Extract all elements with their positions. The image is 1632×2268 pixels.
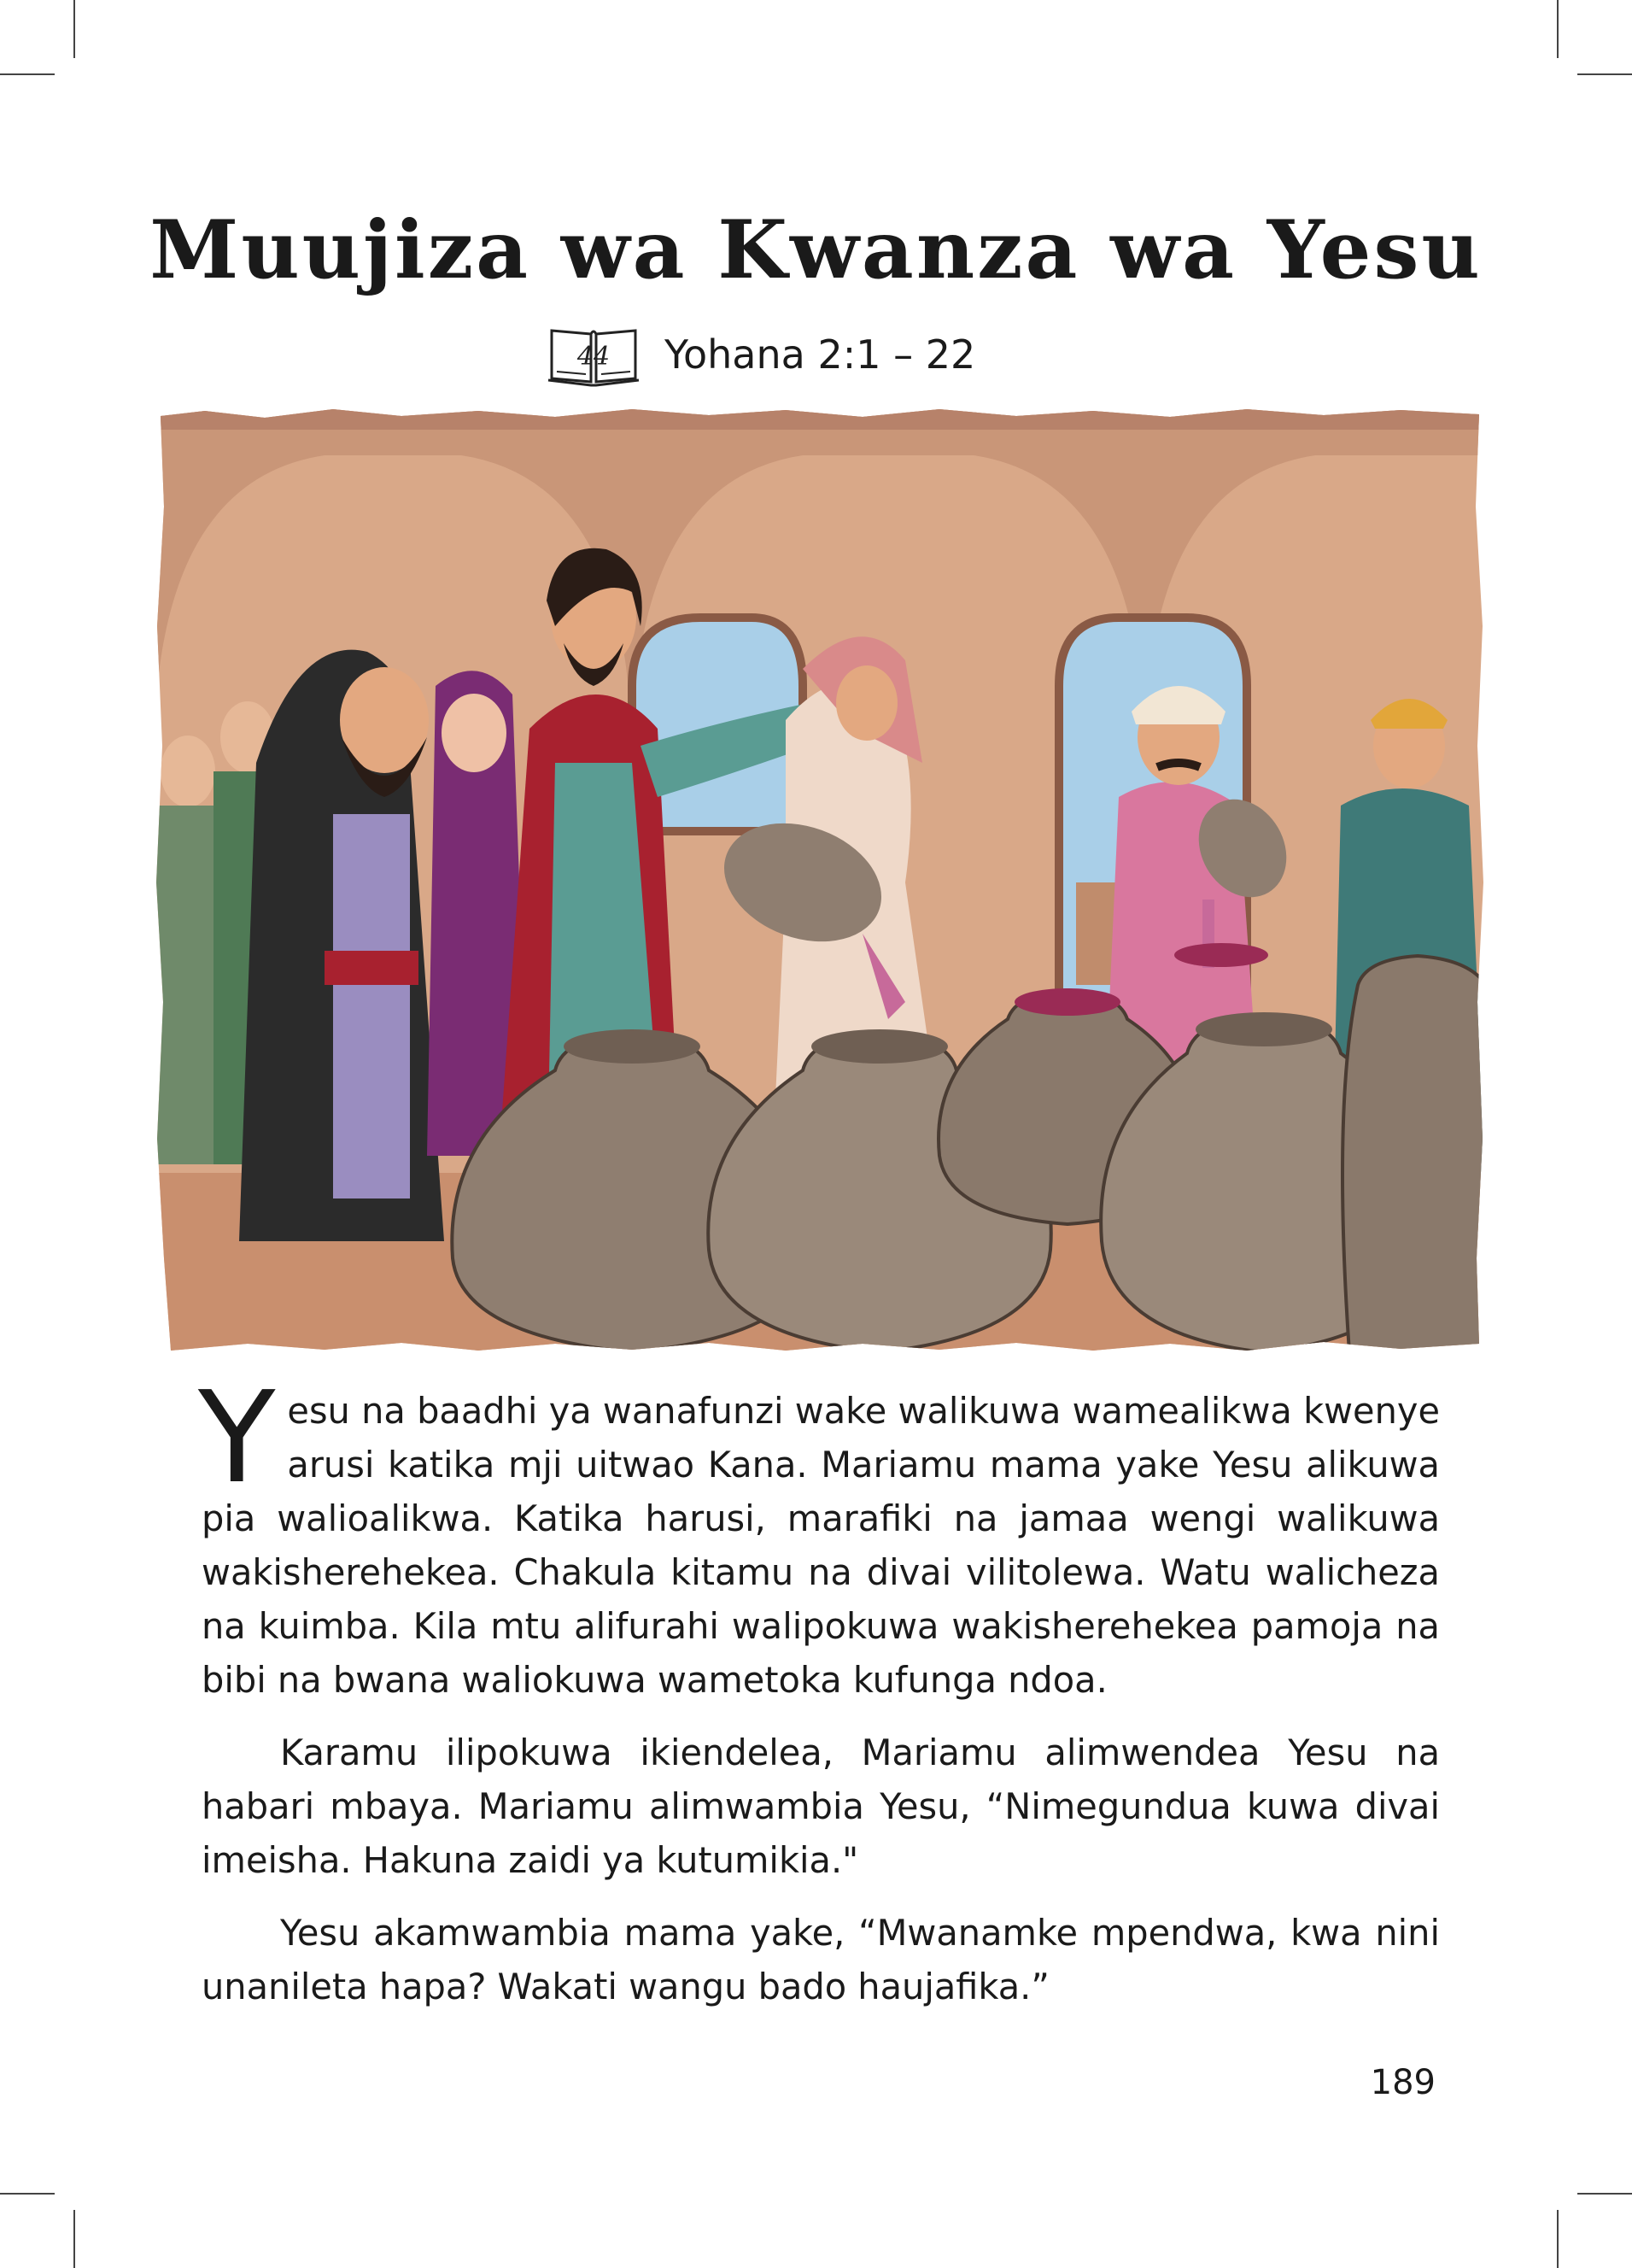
scripture-reference — [547, 320, 975, 389]
crop-mark-top-right-h — [1577, 73, 1632, 75]
lesson-number: 44 — [576, 342, 611, 372]
book-icon — [547, 320, 641, 389]
crop-mark-top-left — [73, 0, 75, 58]
crop-mark-top-right — [1557, 0, 1559, 58]
drop-cap: Y — [198, 1364, 276, 1511]
paragraph-1-text: esu na baadhi ya wanafunzi wake walikuwa wamealikwa kwenye arusi katika mji uitwao Kana. Mariamu mama yake Yesu alikuwa pia walioalikwa. Katika harusi, marafiki na jamaa wengi walikuwa wakisherehekea. Chakula kitamu na divai vilitolewa. Watu walicheza na kuimba. Kila mtu alifurahi walipokuwa wakisherehekea pamoja na bibi na bwana waliokuwa wametoka kufunga ndoa. — [202, 1390, 1440, 1701]
paragraph-1 — [198, 1364, 1440, 1707]
crop-mark-bottom-left — [73, 2210, 75, 2268]
crop-mark-bottom-left-h — [0, 2193, 55, 2195]
page-title: Muujiza wa Kwanza wa Yesu — [149, 203, 1483, 297]
paragraph-2: Karamu ilipokuwa ikiendelea, Mariamu alimwendea Yesu na habari mbaya. Mariamu alimwambia Yesu, “Nimegundua kuwa divai imeisha. Hakuna zaidi ya kutumikia." — [202, 1732, 1440, 1881]
paragraph-3: Yesu akamwambia mama yake, “Mwanamke mpendwa, kwa nini unanileta hapa? Wakati wangu bado haujafika.” — [202, 1912, 1440, 2007]
wedding-illustration — [154, 404, 1486, 1357]
story-text — [198, 1364, 1440, 2032]
crop-mark-bottom-right-h — [1577, 2193, 1632, 2195]
reference-text: Yohana 2:1 – 22 — [664, 331, 976, 378]
crop-mark-bottom-right — [1557, 2210, 1559, 2268]
crop-mark-top-left-h — [0, 73, 55, 75]
page-number: 189 — [1370, 2063, 1436, 2102]
